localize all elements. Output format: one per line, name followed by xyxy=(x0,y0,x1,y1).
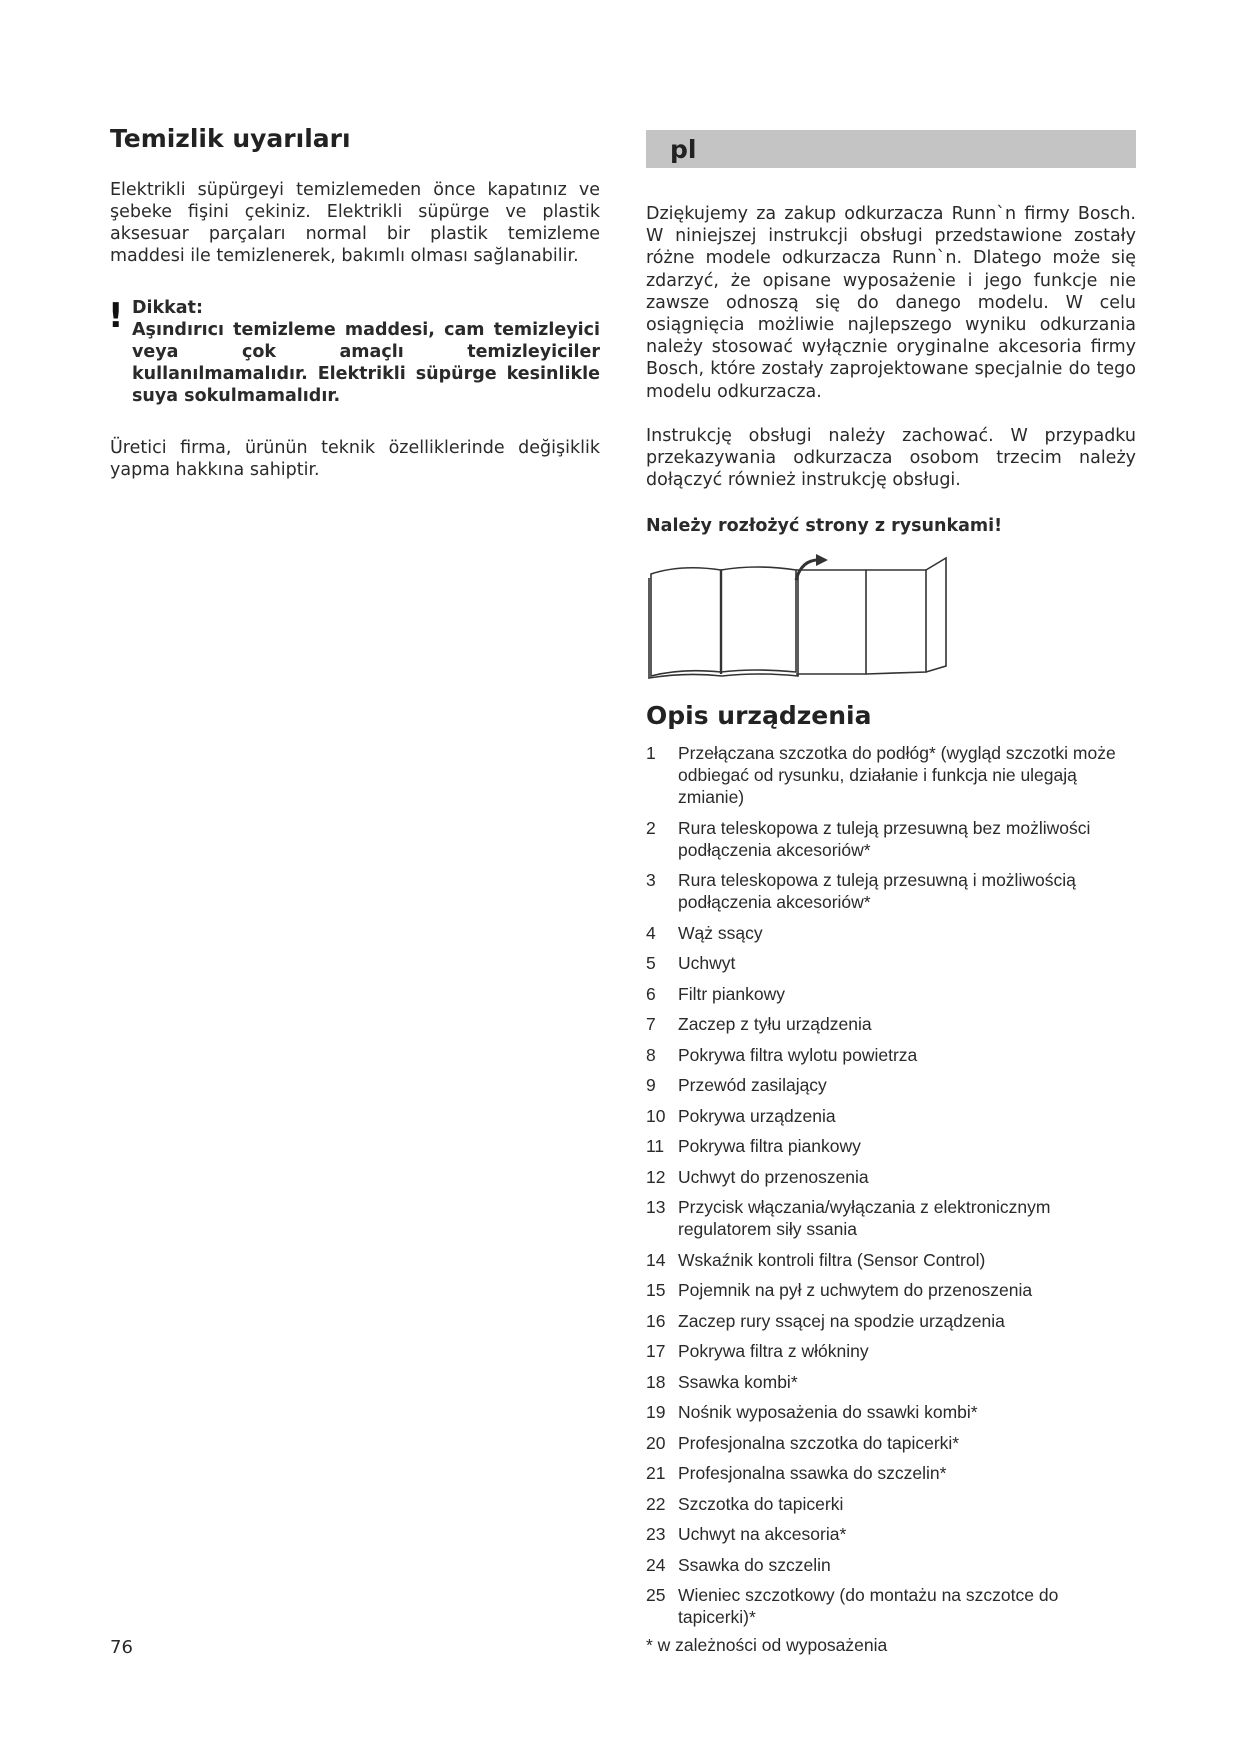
intro-paragraph: Dziękujemy za zakup odkurzacza Runn`n firmy Bosch. W niniejszej instrukcji obsługi przedstawione zostały różne modele odkurzacza Runn`n. Dlatego może się zdarzyć, że opisane wyposażenie i jego funkcje nie zawsze odnoszą się do danego modelu. W celu osiągnięcia możliwie najlepszego wyniku odkurzania należy stosować wyłącznie oryginalne akcesoria firmy Bosch, które zostały zaprojektowane specjalnie do tego modelu odkurzacza. xyxy=(646,204,1136,402)
list-item xyxy=(646,922,1136,944)
list-item-number: 24 xyxy=(646,1554,666,1575)
list-item xyxy=(646,1279,1136,1301)
page-number: 76 xyxy=(110,1637,133,1658)
list-item xyxy=(646,952,1136,974)
list-item xyxy=(646,1371,1136,1393)
list-item xyxy=(646,1310,1136,1332)
list-item-number: 17 xyxy=(646,1341,666,1362)
unfold-pages-illustration xyxy=(646,554,966,682)
list-item-text: Przełączana szczotka do podłóg* (wygląd szczotki może odbiegać od rysunku, działanie i funkcja nie ulegają zmianie) xyxy=(678,743,1116,808)
exclamation-icon: ! xyxy=(108,296,124,336)
list-item xyxy=(646,1432,1136,1454)
list-item-number: 22 xyxy=(646,1493,666,1514)
warning-body: Aşındırıcı temizleme maddesi, cam temizleyici veya çok amaçlı temizleyiciler kullanılmamalıdır. Elektrikli süpürge kesinlikle suya sokulmamalıdır. xyxy=(132,320,600,406)
manufacturer-note: Üretici firma, ürünün teknik özelliklerinde değişiklik yapma hakkına sahiptir. xyxy=(110,438,600,480)
list-item-number: 7 xyxy=(646,1014,656,1035)
list-item-text: Nośnik wyposażenia do ssawki kombi* xyxy=(678,1402,978,1423)
list-item xyxy=(646,1105,1136,1127)
warning-block xyxy=(110,297,600,407)
list-item-number: 16 xyxy=(646,1310,666,1331)
list-item xyxy=(646,1554,1136,1576)
list-item xyxy=(646,742,1136,808)
list-item-number: 3 xyxy=(646,870,656,891)
list-item-text: Ssawka do szczelin xyxy=(678,1554,831,1575)
list-item-number: 10 xyxy=(646,1105,666,1126)
list-item-number: 4 xyxy=(646,922,656,943)
list-item-text: Przycisk włączania/wyłączania z elektronicznym regulatorem siły ssania xyxy=(678,1197,1051,1240)
list-item-text: Uchwyt xyxy=(678,953,736,974)
list-item-text: Wskaźnik kontroli filtra (Sensor Control) xyxy=(678,1249,986,1270)
list-item-number: 6 xyxy=(646,983,656,1004)
list-item-text: Przewód zasilający xyxy=(678,1075,827,1096)
footnote: * w zależności od wyposażenia xyxy=(646,1634,888,1655)
language-bar xyxy=(646,130,1136,168)
keep-manual-paragraph: Instrukcję obsługi należy zachować. W przypadku przekazywania odkurzacza osobom trzecim należy dołączyć również instrukcję obsługi. xyxy=(646,425,1136,491)
language-label: pl xyxy=(670,134,697,164)
list-item xyxy=(646,1135,1136,1157)
list-item xyxy=(646,1249,1136,1271)
list-item xyxy=(646,1166,1136,1188)
list-item-text: Rura teleskopowa z tuleją przesuwną bez możliwości podłączenia akcesoriów* xyxy=(678,817,1091,860)
list-item-number: 19 xyxy=(646,1402,666,1423)
list-item-text: Zaczep rury ssącej na spodzie urządzenia xyxy=(678,1310,1005,1331)
warning-title: Dikkat: xyxy=(132,298,203,318)
list-item-number: 11 xyxy=(646,1136,665,1157)
device-description-heading: Opis urządzenia xyxy=(646,701,872,731)
list-item-text: Szczotka do tapicerki xyxy=(678,1493,844,1514)
unfold-note: Należy rozłożyć strony z rysunkami! xyxy=(646,516,1003,537)
list-item-number: 15 xyxy=(646,1280,666,1301)
list-item-text: Filtr piankowy xyxy=(678,983,785,1004)
list-item-number: 5 xyxy=(646,953,656,974)
list-item-number: 2 xyxy=(646,817,656,838)
list-item-text: Zaczep z tyłu urządzenia xyxy=(678,1014,872,1035)
list-item-number: 21 xyxy=(646,1463,666,1484)
list-item xyxy=(646,1523,1136,1545)
list-item xyxy=(646,869,1136,913)
list-item-number: 23 xyxy=(646,1524,666,1545)
list-item-number: 1 xyxy=(646,743,656,764)
list-item-number: 8 xyxy=(646,1044,656,1065)
list-item-text: Rura teleskopowa z tuleją przesuwną i możliwością podłączenia akcesoriów* xyxy=(678,870,1076,913)
left-column xyxy=(110,124,600,481)
list-item xyxy=(646,983,1136,1005)
list-item-number: 18 xyxy=(646,1371,666,1392)
list-item-text: Profesjonalna szczotka do tapicerki* xyxy=(678,1432,960,1453)
parts-list xyxy=(646,742,1136,1628)
list-item-text: Pokrywa filtra z włókniny xyxy=(678,1341,869,1362)
list-item xyxy=(646,1493,1136,1515)
cleaning-paragraph: Elektrikli süpürgeyi temizlemeden önce kapatınız ve şebeke fişini çekiniz. Elektrikli süpürge ve plastik aksesuar parçaları normal bir plastik temizleme maddesi ile temizlenerek, bakımlı olması sağlanabilir. xyxy=(110,180,600,266)
list-item xyxy=(646,1196,1136,1240)
list-item-text: Uchwyt na akcesoria* xyxy=(678,1524,847,1545)
list-item-text: Pojemnik na pył z uchwytem do przenoszenia xyxy=(678,1280,1033,1301)
list-item-number: 25 xyxy=(646,1585,666,1606)
list-item-text: Profesjonalna ssawka do szczelin* xyxy=(678,1463,947,1484)
list-item-text: Pokrywa urządzenia xyxy=(678,1105,836,1126)
list-item xyxy=(646,1340,1136,1362)
list-item-number: 20 xyxy=(646,1432,666,1453)
list-item xyxy=(646,817,1136,861)
list-item xyxy=(646,1401,1136,1423)
list-item xyxy=(646,1013,1136,1035)
list-item-text: Wieniec szczotkowy (do montażu na szczotce do tapicerki)* xyxy=(678,1585,1059,1628)
list-item-text: Pokrywa filtra piankowy xyxy=(678,1136,861,1157)
list-item-number: 14 xyxy=(646,1249,666,1270)
list-item-text: Wąż ssący xyxy=(678,922,763,943)
list-item-text: Uchwyt do przenoszenia xyxy=(678,1166,869,1187)
list-item-text: Ssawka kombi* xyxy=(678,1371,798,1392)
list-item xyxy=(646,1462,1136,1484)
list-item xyxy=(646,1044,1136,1066)
right-column xyxy=(646,130,1136,1656)
list-item xyxy=(646,1074,1136,1096)
list-item-number: 12 xyxy=(646,1166,666,1187)
cleaning-heading: Temizlik uyarıları xyxy=(110,124,351,153)
list-item-text: Pokrywa filtra wylotu powietrza xyxy=(678,1044,918,1065)
list-item-number: 13 xyxy=(646,1197,666,1218)
list-item-number: 9 xyxy=(646,1075,656,1096)
list-item xyxy=(646,1584,1136,1628)
